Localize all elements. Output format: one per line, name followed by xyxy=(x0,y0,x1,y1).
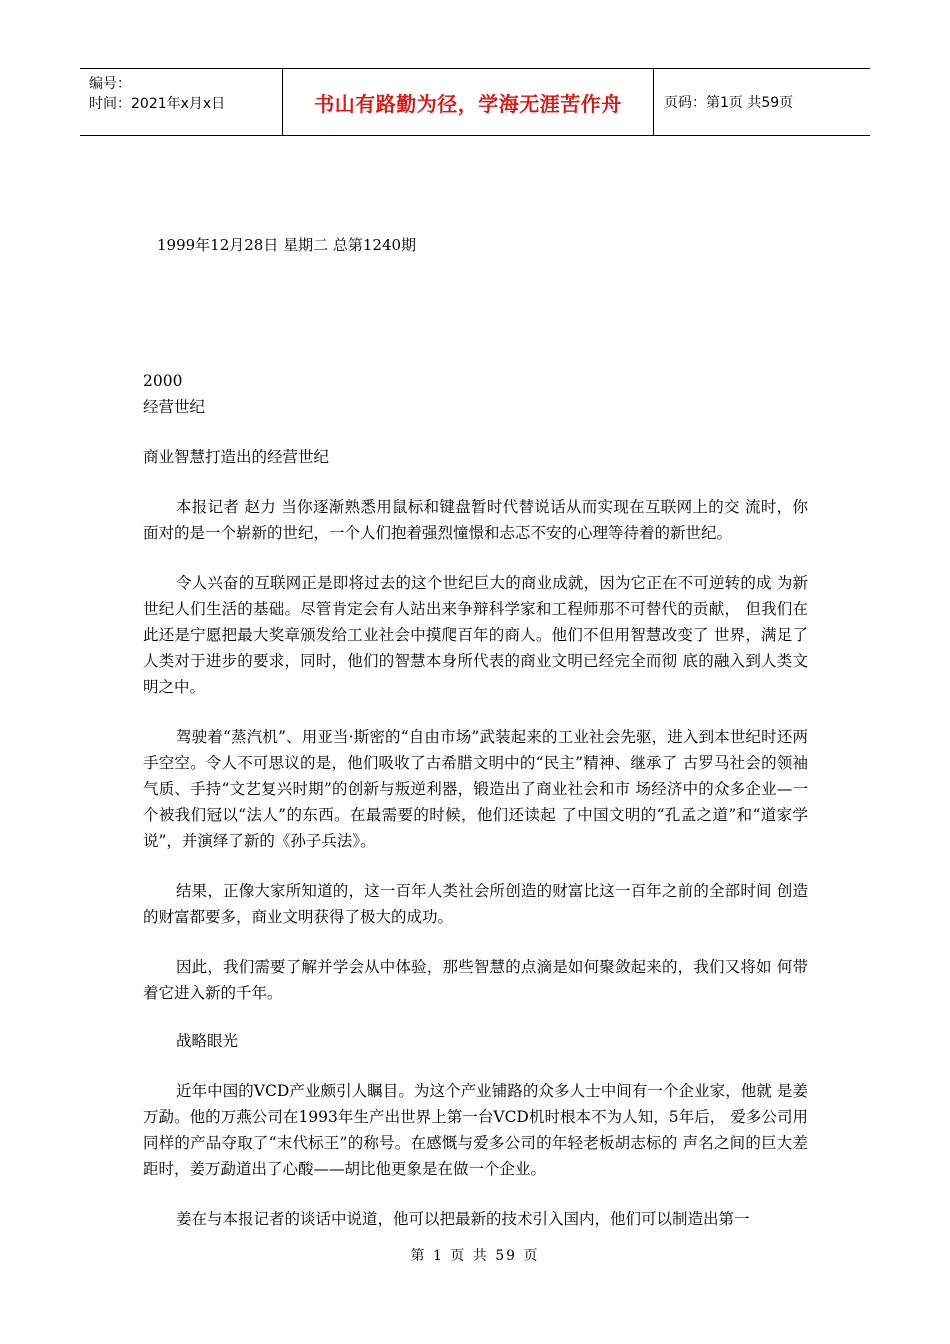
header-date-label: 时间：2021年x月x日 xyxy=(89,96,226,112)
article-dateline: 1999年12月28日 星期二 总第1240期 xyxy=(157,236,417,254)
section-title: 战略眼光 xyxy=(176,1032,239,1050)
paragraph: 结果，正像大家所知道的，这一百年人类社会所创造的财富比这一百年之前的全部时间 创造的财富都要多，商业文明获得了极大的成功。 xyxy=(143,882,808,926)
page-footer: 第 1 页 共 59 页 xyxy=(410,1248,540,1264)
article-body xyxy=(143,232,808,1232)
article-subtitle: 商业智慧打造出的经营世纪 xyxy=(143,448,330,466)
header-page-info: 页码：第1页 共59页 xyxy=(664,95,794,111)
paragraph: 因此，我们需要了解并学会从中体验，那些智慧的点滴是如何聚敛起来的，我们又将如 何带着它进入新的千年。 xyxy=(143,958,808,1002)
document-header xyxy=(80,68,870,136)
paragraph: 令人兴奋的互联网正是即将过去的这个世纪巨大的商业成就，因为它正在不可逆转的成 为新世纪人们生活的基础。尽管肯定会有人站出来争辩科学家和工程师那不可替代的贡献， 但我们在此还是宁愿把最大奖章颁发给工业社会中摸爬百年的商人。他们不但用智慧改变了 世界，满足了人类对于进步的要求，同时，他们的智慧本身所代表的商业文明已经完全而彻 底的融入到人类文明之中。 xyxy=(143,574,808,696)
header-meta xyxy=(80,69,282,135)
header-number-label: 编号： xyxy=(89,76,131,92)
paragraph: 近年中国的VCD产业颇引人瞩目。为这个产业铺路的众多人士中间有一个企业家，他就 是姜万勐。他的万燕公司在1993年生产出世界上第一台VCD机时根本不为人知，5年后， 爱多公司用同样的产品夺取了“末代标王”的称号。在感慨与爱多公司的年轻老板胡志标的 声名之间的巨大差距时，姜万勐道出了心酸——胡比他更象是在做一个企业。 xyxy=(143,1082,808,1178)
paragraph: 驾驶着“蒸汽机”、用亚当·斯密的“自由市场”武装起来的工业社会先驱，进入到本世纪时还两手空空。令人不可思议的是，他们吸收了古希腊文明中的“民主”精神、继承了 古罗马社会的领袖气质、手持“文艺复兴时期”的创新与叛逆利器，锻造出了商业社会和市 场经济中的众多企业—一个被我们冠以“法人”的东西。在最需要的时候，他们还读起 了中国文明的“孔孟之道”和“道家学说”，并演绎了新的《孙子兵法》。 xyxy=(143,728,808,850)
article-year: 2000 xyxy=(143,372,183,390)
article-title: 经营世纪 xyxy=(143,398,206,416)
header-motto: 书山有路勤为径，学海无涯苦作舟 xyxy=(282,69,654,135)
paragraph: 本报记者 赵力 当你逐渐熟悉用鼠标和键盘暂时代替说话从而实现在互联网上的交 流时，你面对的是一个崭新的世纪，一个人们抱着强烈憧憬和忐忑不安的心理等待着的新世纪。 xyxy=(143,498,808,542)
paragraph: 姜在与本报记者的谈话中说道，他可以把最新的技术引入国内，他们可以制造出第一 xyxy=(176,1210,750,1228)
